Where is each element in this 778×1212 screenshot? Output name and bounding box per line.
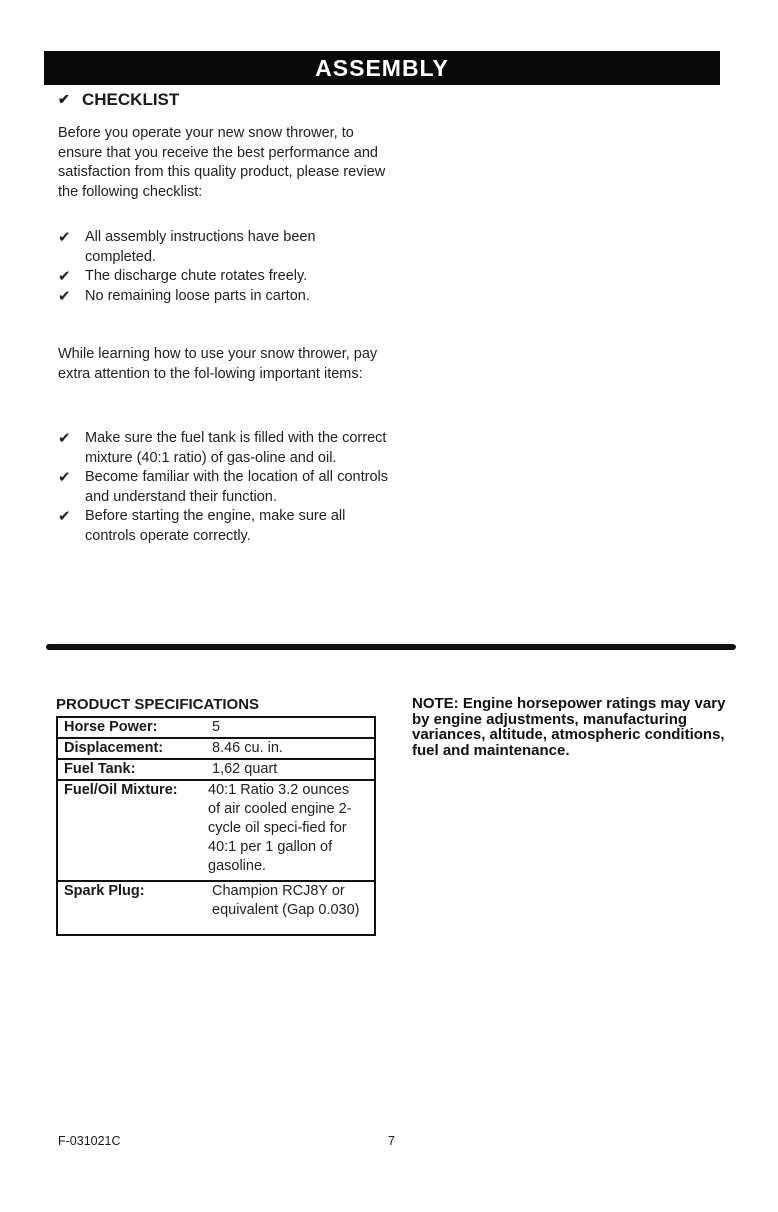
- spec-label: Spark Plug:: [64, 883, 145, 899]
- assembly-banner: ASSEMBLY: [44, 51, 720, 85]
- specs-table: [56, 716, 376, 936]
- table-row: [58, 880, 374, 934]
- spec-label: Horse Power:: [64, 719, 158, 735]
- spec-value: 1,62 quart: [212, 761, 278, 777]
- document-code: F-031021C: [58, 1134, 121, 1148]
- checklist-title: CHECKLIST: [82, 90, 180, 109]
- checkmark-icon: ✔: [58, 469, 71, 487]
- table-row: [58, 758, 374, 779]
- list-item-text: No remaining loose parts in carton.: [85, 287, 310, 304]
- spec-label: Fuel Tank:: [64, 761, 136, 777]
- checkmark-icon: ✔: [58, 287, 71, 305]
- specs-heading: PRODUCT SPECIFICATIONS: [56, 696, 260, 713]
- spec-value: 40:1 Ratio 3.2 ounces of air cooled engine 2-cycle oil speci-fied for 40:1 per 1 gallon of gasoline.: [208, 782, 352, 874]
- list-item: [58, 228, 388, 267]
- checklist-intro: Before you operate your new snow thrower, to ensure that you receive the best performance and satisfaction from this quality product, please review the following checklist:: [58, 125, 386, 200]
- list-item-text: Before starting the engine, make sure all controls operate correctly.: [85, 508, 346, 544]
- important-items: [58, 429, 388, 547]
- table-row: [58, 718, 374, 737]
- checkmark-icon: ✔: [58, 229, 71, 246]
- checkmark-icon: ✔: [58, 91, 70, 107]
- spec-value: 8.46 cu. in.: [212, 740, 283, 756]
- checkmark-icon: ✔: [58, 508, 71, 526]
- list-item: [58, 468, 388, 507]
- spec-label: Fuel/Oil Mixture:: [64, 782, 178, 798]
- list-item-text: All assembly instructions have been completed.: [85, 229, 316, 265]
- list-item: [58, 507, 388, 546]
- spec-value: Champion RCJ8Y or equivalent (Gap 0.030): [212, 883, 360, 918]
- page-number: 7: [388, 1134, 395, 1148]
- checklist-items: [58, 228, 388, 306]
- important-items-intro: While learning how to use your snow thrower, pay extra attention to the fol-lowing important items:: [58, 346, 378, 382]
- list-item: [58, 429, 388, 468]
- spec-label: Displacement:: [64, 740, 164, 756]
- section-divider: [46, 644, 736, 650]
- table-row: [58, 779, 374, 880]
- list-item-text: Make sure the fuel tank is filled with the correct mixture (40:1 ratio) of gas-oline and oil.: [85, 430, 387, 466]
- checkmark-icon: ✔: [58, 430, 71, 447]
- table-row: [58, 737, 374, 758]
- checklist-heading: [58, 86, 179, 113]
- spec-value: 5: [212, 719, 221, 735]
- horsepower-note: NOTE: Engine horsepower ratings may vary by engine adjustments, manufacturing variances, altitude, atmospheric conditions, fuel and maintenance.: [412, 695, 726, 759]
- list-item: [58, 267, 388, 287]
- checkmark-icon: ✔: [58, 268, 71, 286]
- list-item-text: The discharge chute rotates freely.: [85, 268, 308, 285]
- list-item-text: Become familiar with the location of all controls and understand their function.: [85, 469, 388, 505]
- list-item: [58, 287, 388, 307]
